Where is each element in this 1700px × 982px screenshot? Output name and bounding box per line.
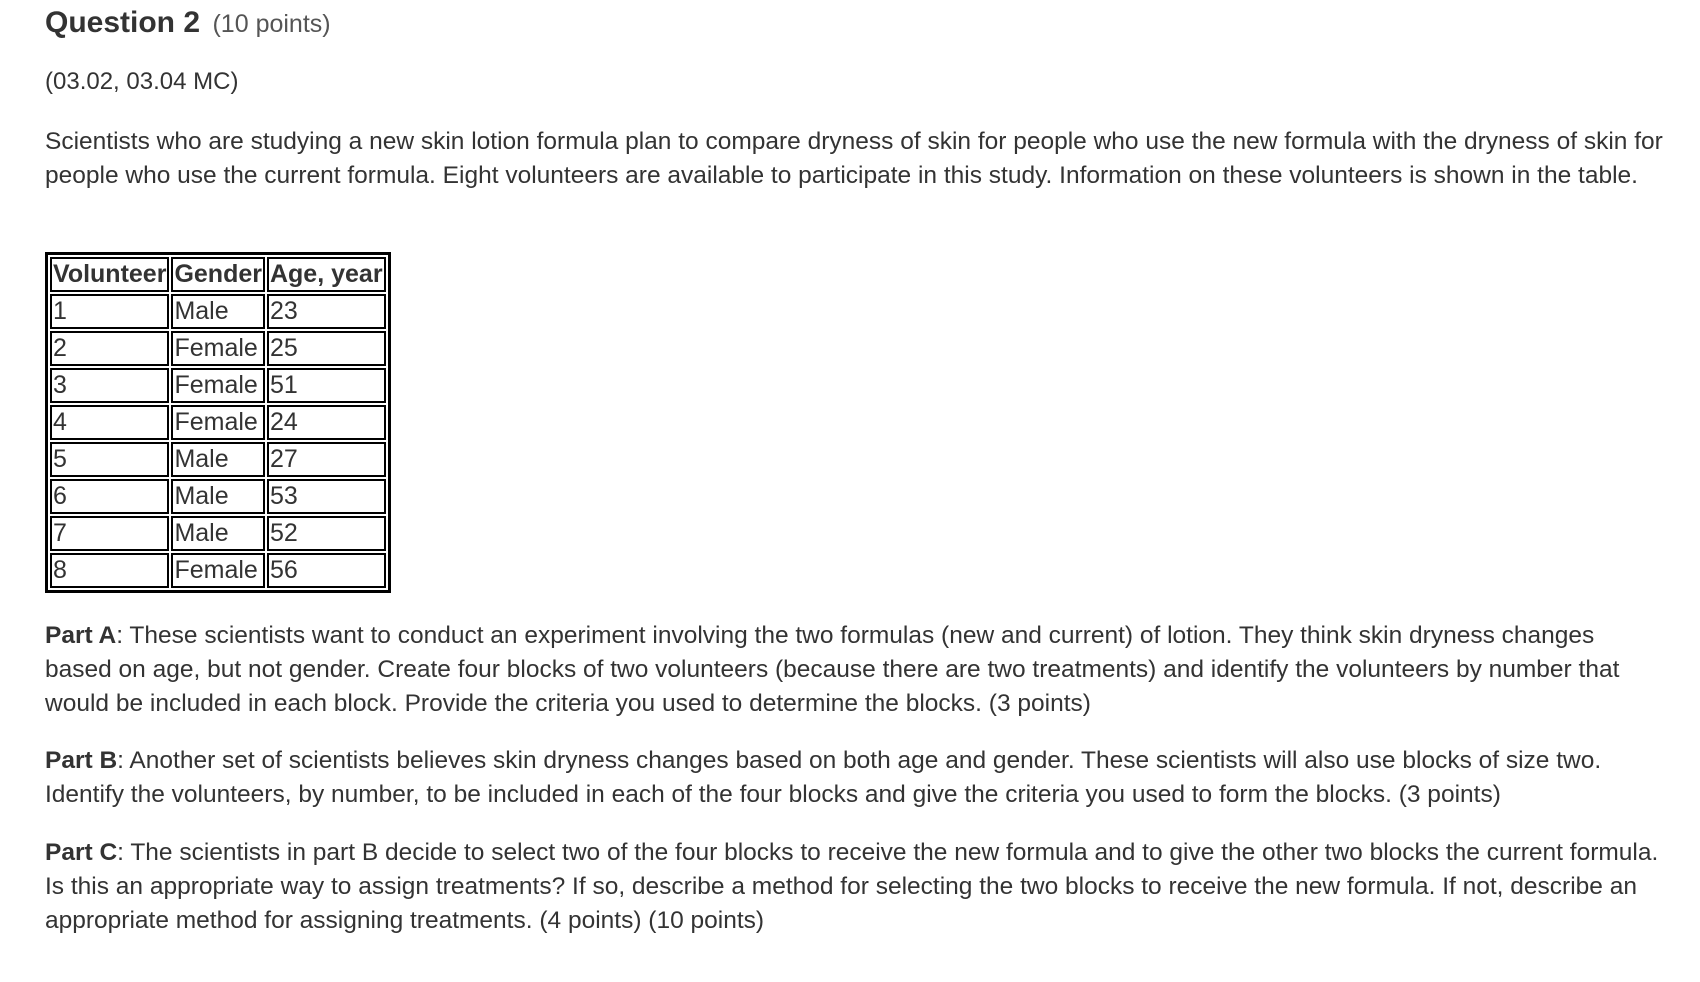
table-cell: 5: [50, 442, 169, 477]
part-c-label: Part C: [45, 839, 118, 866]
table-row: [50, 553, 386, 588]
table-row: [50, 368, 386, 403]
table-cell: 24: [267, 405, 386, 440]
table-row: [50, 479, 386, 514]
question-points: (10 points): [212, 10, 331, 38]
table-row: [50, 294, 386, 329]
question-header: [45, 6, 331, 40]
column-header-gender: Gender: [171, 257, 265, 292]
part-c-prompt: [45, 836, 1665, 938]
table-cell: 23: [267, 294, 386, 329]
table-cell: Male: [171, 479, 265, 514]
part-b-label: Part B: [45, 747, 118, 774]
table-cell: Female: [171, 405, 265, 440]
table-cell: 3: [50, 368, 169, 403]
question-code: (03.02, 03.04 MC): [45, 68, 239, 95]
table-cell: Female: [171, 553, 265, 588]
part-c-text: : The scientists in part B decide to select two of the four blocks to receive the new formula and to give the other two blocks the current formula. Is this an appropriate way to assign treatments? If so, describe a method for selecting the two blocks to receive the new formula. If not, describe an appropriate method for assigning treatments. (4 points) (10 points): [45, 839, 1659, 934]
table-row: [50, 442, 386, 477]
table-cell: Female: [171, 331, 265, 366]
table-cell: 53: [267, 479, 386, 514]
part-a-prompt: [45, 619, 1665, 721]
volunteer-table: [45, 252, 391, 593]
question-intro: Scientists who are studying a new skin lotion formula plan to compare dryness of skin for people who use the new formula with the dryness of skin for people who use the current formula. Eight volunteers are available to participate in this study. Information on these volunteers is shown in the table.: [45, 128, 1663, 189]
column-header-volunteer: Volunteer: [50, 257, 169, 292]
table-cell: Male: [171, 442, 265, 477]
table-row: [50, 331, 386, 366]
table-cell: 1: [50, 294, 169, 329]
table-header-row: [50, 257, 386, 292]
table-cell: Male: [171, 516, 265, 551]
table-cell: 8: [50, 553, 169, 588]
part-b-text: : Another set of scientists believes skin dryness changes based on both age and gender. These scientists will also use blocks of size two. Identify the volunteers, by number, to be included in each of the four blocks and give the criteria you used to form the blocks. (3 points): [45, 747, 1602, 808]
table-cell: 2: [50, 331, 169, 366]
table-cell: 6: [50, 479, 169, 514]
table-cell: Male: [171, 294, 265, 329]
table-row: [50, 405, 386, 440]
table-row: [50, 516, 386, 551]
part-b-prompt: [45, 744, 1665, 812]
table-cell: 56: [267, 553, 386, 588]
table-cell: Female: [171, 368, 265, 403]
column-header-age: Age, year: [267, 257, 386, 292]
table-cell: 52: [267, 516, 386, 551]
table-cell: 7: [50, 516, 169, 551]
part-a-text: : These scientists want to conduct an experiment involving the two formulas (new and current) of lotion. They think skin dryness changes based on age, but not gender. Create four blocks of two volunteers (because there are two treatments) and identify the volunteers by number that would be included in each block. Provide the criteria you used to determine the blocks. (3 points): [45, 622, 1620, 717]
table-cell: 25: [267, 331, 386, 366]
table-cell: 27: [267, 442, 386, 477]
table-cell: 4: [50, 405, 169, 440]
question-title: Question 2: [45, 6, 201, 39]
part-a-label: Part A: [45, 622, 117, 649]
table-cell: 51: [267, 368, 386, 403]
